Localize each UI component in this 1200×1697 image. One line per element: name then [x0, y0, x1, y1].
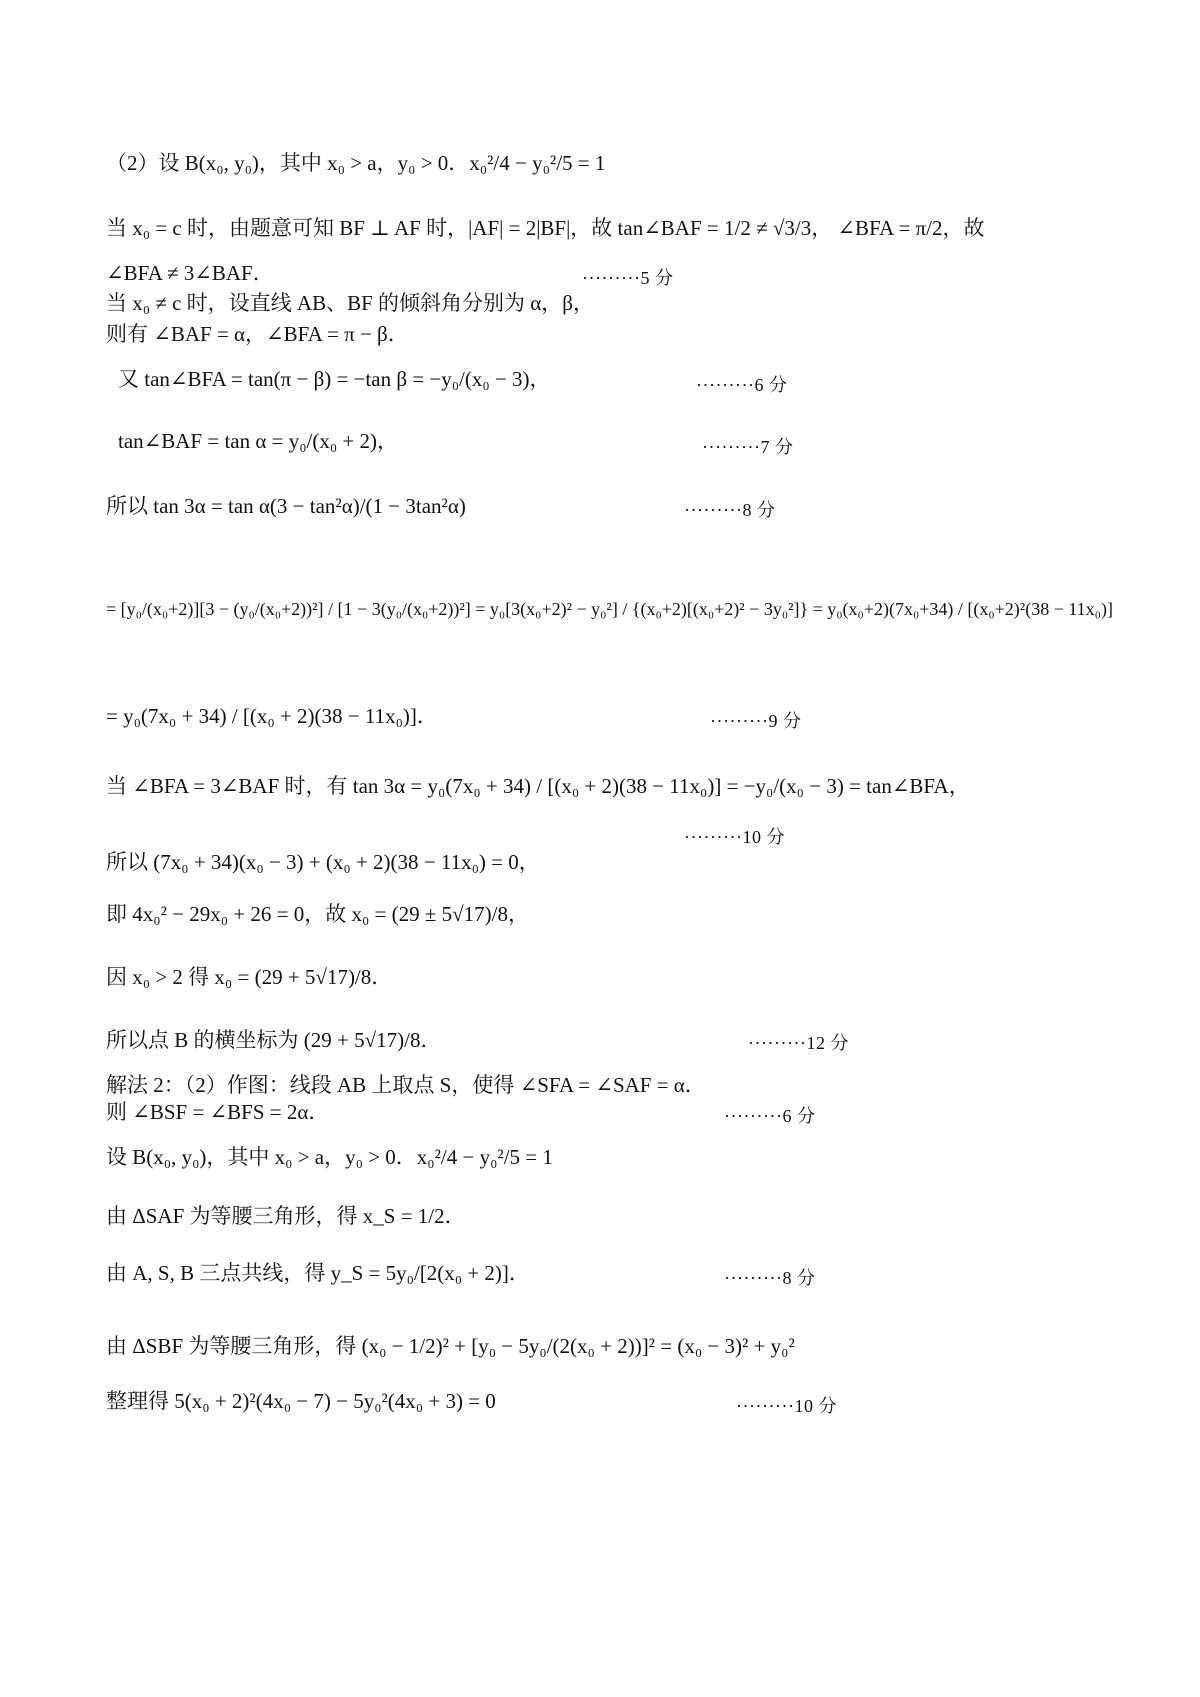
- solution-line-10: = y₀(7x₀ + 34) / [(x₀ + 2)(38 − 11x₀)]．: [106, 704, 438, 728]
- score-12: ·········12 分: [748, 1033, 849, 1053]
- score-6b: ·········6 分: [724, 1106, 816, 1126]
- score-6: ·········6 分: [696, 375, 788, 395]
- score-7: ·········7 分: [702, 437, 794, 457]
- solution-line-7: tan∠BAF = tan α = y₀/(x₀ + 2)，: [118, 429, 399, 453]
- solution-line-4: 当 x₀ ≠ c 时，设直线 AB、BF 的倾斜角分别为 α，β，: [106, 291, 594, 315]
- score-9: ·········9 分: [710, 711, 802, 731]
- solution-line-17: 则 ∠BSF = ∠BFS = 2α．: [106, 1100, 330, 1124]
- score-10: ·········10 分: [684, 827, 785, 847]
- solution-line-20: 由 A, S, B 三点共线，得 y_S = 5y₀/[2(x₀ + 2)]．: [106, 1261, 530, 1285]
- solution-line-8: 所以 tan 3α = tan α(3 − tan²α)/(1 − 3tan²α): [106, 494, 466, 518]
- solution-line-11: 当 ∠BFA = 3∠BAF 时，有 tan 3α = y₀(7x₀ + 34) / [(x₀ + 2)(38 − 11x₀)] = −y₀/(x₀ − 3) = tan∠BFA，: [106, 774, 970, 798]
- solution-line-21: 由 ΔSBF 为等腰三角形，得 (x₀ − 1/2)² + [y₀ − 5y₀/(2(x₀ + 2))]² = (x₀ − 3)² + y₀²: [106, 1334, 795, 1358]
- solution-line-2: 当 x₀ = c 时，由题意可知 BF ⊥ AF 时，|AF| = 2|BF|，故 tan∠BAF = 1/2 ≠ √3/3， ∠BFA = π/2，故: [106, 216, 985, 240]
- solution-line-14: 因 x₀ > 2 得 x₀ = (29 + 5√17)/8．: [106, 965, 393, 989]
- solution-line-5: 则有 ∠BAF = α，∠BFA = π − β．: [106, 322, 409, 346]
- solution-line-16: 解法 2：（2）作图：线段 AB 上取点 S，使得 ∠SFA = ∠SAF = α．: [106, 1073, 706, 1097]
- score-5: ·········5 分: [582, 268, 674, 288]
- solution-line-3: ∠BFA ≠ 3∠BAF．: [106, 261, 274, 285]
- solution-line-13: 即 4x₀² − 29x₀ + 26 = 0，故 x₀ = (29 ± 5√17)/8，: [106, 902, 530, 926]
- solution-line-6: 又 tan∠BFA = tan(π − β) = −tan β = −y₀/(x₀ − 3)，: [118, 367, 551, 391]
- solution-line-18: 设 B(x₀, y₀)，其中 x₀ > a，y₀ > 0．x₀²/4 − y₀²/5 = 1: [106, 1145, 553, 1169]
- solution-line-19: 由 ΔSAF 为等腰三角形，得 x_S = 1/2．: [106, 1204, 466, 1228]
- solution-line-1: （2）设 B(x₀, y₀)，其中 x₀ > a，y₀ > 0．x₀²/4 − y₀²/5 = 1: [106, 151, 606, 175]
- score-8b: ·········8 分: [724, 1268, 816, 1288]
- solution-line-15: 所以点 B 的横坐标为 (29 + 5√17)/8．: [106, 1028, 442, 1052]
- score-10b: ·········10 分: [736, 1396, 837, 1416]
- score-8: ·········8 分: [684, 500, 776, 520]
- solution-line-9: = [y₀/(x₀+2)][3 − (y₀/(x₀+2))²] / [1 − 3(y₀/(x₀+2))²] = y₀[3(x₀+2)² − y₀²] / {(x₀+2)[(x₀+2)² − 3y₀²]} = y₀(x₀+2)(7x₀+34) / [(x₀+2)²(38 − 11x₀)]: [106, 599, 1113, 619]
- solution-line-12: 所以 (7x₀ + 34)(x₀ − 3) + (x₀ + 2)(38 − 11x₀) = 0，: [106, 850, 540, 874]
- solution-line-22: 整理得 5(x₀ + 2)²(4x₀ − 7) − 5y₀²(4x₀ + 3) = 0: [106, 1389, 496, 1413]
